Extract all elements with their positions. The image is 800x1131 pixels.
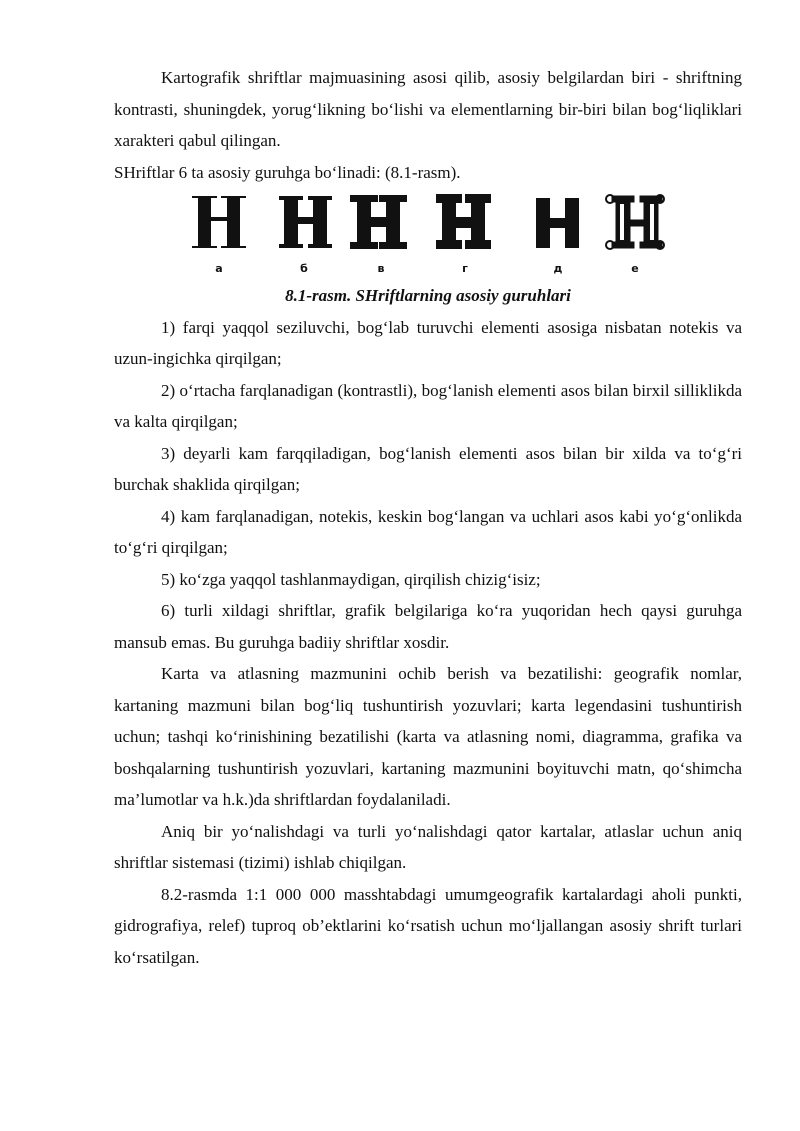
font-groups-figure (114, 188, 742, 280)
paragraph-usage: Karta va atlasning mazmunini ochib berish va bezatilishi: geografik nomlar, kartaning mazmuni bilan bog‘liq tushuntirish yozuvlari; karta legendasini tushuntirish uchun; tashqi ko‘rinishining bezatilishi (karta va atlasning nomi, diagramma, grafika va boshqalarning tushuntirish yozuvlari, kartaning mazmunini boyituvchi matn, qo‘shimcha ma’lumotlar va h.k.)da shriftlardan foydalaniladi. (114, 664, 742, 809)
glyph-group-a (192, 196, 246, 248)
figure-label-b: б (300, 262, 308, 275)
list-item: 2) o‘rtacha farqlanadigan (kontrastli), bog‘lanish elementi asos bilan birxil silliklikda va kalta qirqilgan; (114, 380, 742, 431)
list-item: 5) ko‘zga yaqqol tashlanmaydigan, qirqilish chizig‘isiz; (161, 569, 541, 589)
paragraph-groups-intro: SHriftlar 6 ta asosiy guruhga bo‘linadi: (8.1-rasm). (114, 162, 461, 182)
list-item: 4) kam farqlanadigan, notekis, keskin bog‘langan va uchlari asos kabi yo‘g‘onlikda to‘g‘ri qirqilgan; (114, 506, 742, 557)
glyph-group-e (606, 195, 664, 249)
list-item: 1) farqi yaqqol seziluvchi, bog‘lab turuvchi elementi asosiga nisbatan notekis va uzun-ingichka qirqilgan; (114, 317, 742, 368)
paragraph-systems: Aniq bir yo‘nalishdagi va turli yo‘nalishdagi qator kartalar, atlaslar uchun aniq shriftlar sistemasi (tizimi) ishlab chiqilgan. (114, 821, 742, 872)
figure-label-g: г (462, 262, 468, 275)
figure-label-a: а (215, 262, 223, 275)
glyph-group-d (536, 198, 579, 248)
figure-label-v: в (377, 262, 385, 275)
paragraph-figure-ref: 8.2-rasmda 1:1 000 000 masshtabdagi umumgeografik kartalardagi aholi punkti, gidrografiya, relef) tuproq ob’ektlarini ko‘rsatish uchun mo‘ljallangan asosiy shrift turlari ko‘rsatilgan. (114, 884, 742, 967)
list-item: 3) deyarli kam farqqiladigan, bog‘lanish elementi asos bilan bir xilda va to‘g‘ri burchak shaklida qirqilgan; (114, 443, 742, 494)
glyph-group-v (350, 195, 407, 249)
document-page (114, 62, 742, 973)
list-item: 6) turli xildagi shriftlar, grafik belgilariga ko‘ra yuqoridan hech qaysi guruhga mansub emas. Bu guruhga badiiy shriftlar xosdir. (114, 601, 742, 652)
figure-label-d: д (553, 262, 563, 275)
paragraph-intro: Kartografik shriftlar majmuasining asosi qilib, asosiy belgilardan biri - shriftning kontrasti, shuningdek, yorug‘likning bo‘lishi va elementlarning bir-biri bilan bog‘liqliklari xarakteri qabul qilingan. (114, 68, 742, 150)
glyph-group-g (436, 194, 491, 249)
figure-caption: 8.1-rasm. SHriftlarning asosiy guruhlari (285, 286, 571, 305)
figure-label-e: е (631, 262, 639, 275)
glyph-group-b (279, 196, 332, 248)
